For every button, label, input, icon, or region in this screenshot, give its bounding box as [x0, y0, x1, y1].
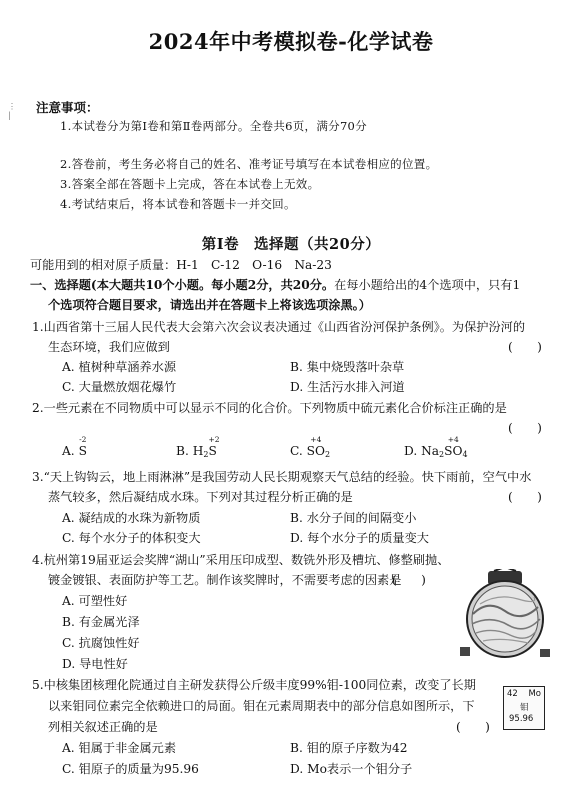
note-item-1: 1.本试卷分为第Ⅰ卷和第Ⅱ卷两部分。全卷共6页，满分70分 — [60, 119, 367, 133]
q4-option-a: A. 可塑性好 — [62, 594, 128, 608]
instruction-rest: 在每小题给出的4个选项中，只有1 — [334, 278, 521, 292]
element-symbol: Mo — [528, 689, 541, 699]
margin-mark: ⋮ | — [8, 102, 16, 120]
q2-option-c: C. +4 $SO_2$ — [290, 435, 331, 459]
periodic-table-cell — [503, 686, 545, 730]
q1-option-b: B. 集中烧毁落叶杂草 — [290, 360, 405, 374]
note-item-2: 2.答卷前，考生务必将自己的姓名、准考证号填写在本试卷相应的位置。 — [60, 157, 438, 171]
q3-option-b: B. 水分子间的间隔变小 — [290, 511, 417, 525]
notes-heading: 注意事项： — [36, 100, 99, 115]
q5-stem-line-1: 5.中核集团核理化院通过自主研发获得公斤级丰度99%钼-100同位素，改变了长期 — [32, 678, 476, 692]
q2-answer-paren: ( ) — [508, 421, 542, 435]
q2-stem-line-1: 2.一些元素在不同物质中可以显示不同的化合价。下列物质中硫元素化合价标注正确的是 — [32, 401, 507, 415]
q3-option-a: A. 凝结成的水珠为新物质 — [62, 511, 201, 525]
q3-option-d: D. 每个水分子的质量变大 — [290, 531, 429, 545]
q2-option-a: A. -2 S — [62, 435, 87, 458]
q4-stem-line-1: 4.杭州第19届亚运会奖牌“湖山”采用压印成型、数铣外形及槽坑、修整刷抛、 — [32, 553, 450, 567]
q5-option-c: C. 钼原子的质量为95.96 — [62, 762, 199, 776]
q1-option-d: D. 生活污水排入河道 — [290, 380, 405, 394]
q5-option-d: D. Mo表示一个钼分子 — [290, 762, 413, 776]
medal-image — [458, 569, 552, 659]
q1-option-c: C. 大量燃放烟花爆竹 — [62, 380, 177, 394]
q4-option-d: D. 导电性好 — [62, 657, 128, 671]
q4-stem-line-2: 镀金镀银、表面防护等工艺。制作该奖牌时，不需要考虑的因素是 — [48, 573, 402, 587]
q5-stem-line-2: 以来钼同位素完全依赖进口的局面。钼在元素周期表中的部分信息如图所示，下 — [48, 699, 475, 713]
note-item-3: 3.答案全部在答题卡上完成，答在本试卷上无效。 — [60, 177, 320, 191]
q5-stem-line-3: 列相关叙述正确的是 — [48, 720, 158, 734]
note-item-4: 4.考试结束后，将本试卷和答题卡一并交回。 — [60, 197, 296, 211]
q3-answer-paren: ( ) — [508, 490, 542, 504]
q4-option-b: B. 有金属光泽 — [62, 615, 140, 629]
q1-stem-line-1: 1.山西省第十三届人民代表大会第六次会议表决通过《山西省汾河保护条例》。为保护汾河的 — [32, 320, 526, 334]
q4-answer-paren: ( ) — [392, 573, 426, 587]
instruction-line-1 — [30, 276, 520, 293]
q5-answer-paren: ( ) — [456, 720, 490, 734]
q5-option-a: A. 钼属于非金属元素 — [62, 741, 177, 755]
atomic-mass: 95.96 — [509, 714, 534, 724]
instruction-line-2: 个选项符合题目要求，请选出并在答题卡上将该选项涂黑。） — [48, 298, 371, 312]
q4-option-c: C. 抗腐蚀性好 — [62, 636, 140, 650]
instruction-bold: 一、选择题(本大题共10个小题。每小题2分，共20分。 — [30, 278, 335, 292]
q3-stem-line-2: 蒸气较多，然后凝结成水珠。下列对其过程分析正确的是 — [48, 490, 353, 504]
element-name: 钼 — [520, 703, 529, 713]
q3-stem-line-1: 3.“天上钩钩云，地上雨淋淋”是我国劳动人民长期观察天气总结的经验。快下雨前，空气中水 — [32, 470, 532, 484]
q1-stem-line-2: 生态环境，我们应做到 — [48, 340, 170, 354]
q3-option-c: C. 每个水分子的体积变大 — [62, 531, 201, 545]
section-title: 第Ⅰ卷 选择题（共20分） — [201, 236, 381, 253]
atomic-number: 42 — [507, 689, 518, 699]
atomic-masses: 可能用到的相对原子质量：H-1 C-12 O-16 Na-23 — [30, 258, 332, 272]
exam-title: 2024年中考模拟卷-化学试卷 — [148, 29, 434, 54]
q1-option-a: A. 植树种草涵养水源 — [62, 360, 177, 374]
q2-option-b: B. $H_2$ +2 S — [176, 435, 220, 459]
q1-answer-paren: ( ) — [508, 340, 542, 354]
q5-option-b: B. 钼的原子序数为42 — [290, 741, 408, 755]
q2-option-d: D. $Na_2$ +4 $SO_4$ — [404, 435, 468, 459]
